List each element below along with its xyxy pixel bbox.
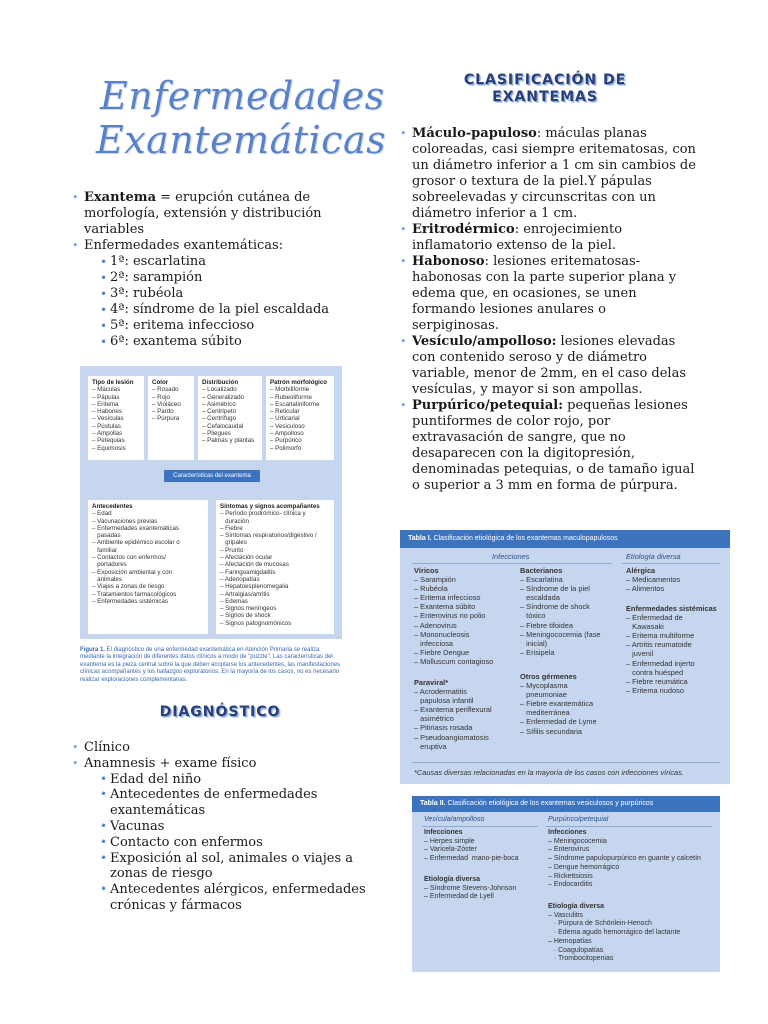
intro-list: [72, 190, 362, 350]
tabla-col-list: [424, 838, 544, 864]
list-line: – Eritema: [92, 400, 119, 408]
list-line: – Síndrome papulopurpúrico en guante y calcetín: [548, 855, 701, 863]
title-line-1: Enfermedades: [100, 74, 385, 118]
tabla-col-list: [626, 613, 730, 695]
list-line: – Rubéola: [414, 584, 448, 594]
fig-box-title: Color: [152, 379, 169, 386]
list-line: – Ampolloso: [270, 430, 304, 438]
clasificacion-term: Purpúrico/petequial:: [412, 398, 564, 413]
tabla-col-list: [520, 681, 620, 736]
list-line: – Acrodermatitis: [414, 687, 467, 697]
fig-box-list: [270, 386, 330, 452]
list-item: • 1ª: escarlatina: [100, 254, 362, 270]
fig-box-list: [152, 386, 190, 422]
tabla-2-sub-vesicula: Vesícula/ampolloso: [424, 816, 485, 823]
list-line: – Enterovirus: [548, 846, 590, 854]
clasificacion-item: [400, 398, 696, 494]
list-line: – Pápulas: [92, 393, 120, 401]
list-item: • Antecedentes alérgicos, enfermedades crónicas y fármacos: [100, 882, 372, 914]
fig-box-title: Síntomas y signos acompañantes: [220, 503, 320, 510]
list-line: – Vasculitis: [548, 911, 583, 919]
clasificacion-heading-line2: EXANTEMAS: [492, 89, 598, 105]
enfermedades-sublist: [84, 254, 362, 350]
fig-center-label: Características del exantema: [164, 470, 260, 482]
list-line: – Vesiculoso: [270, 422, 305, 430]
list-line: – Faringoamigdalitis: [220, 568, 276, 576]
list-line: – Período prodrómico- clínica y: [220, 510, 306, 518]
tabla-2: [412, 796, 720, 972]
list-item: • Edad del niño: [100, 772, 372, 788]
fig-box-antecedentes: [88, 500, 208, 634]
list-line: – Pústulas: [92, 422, 121, 430]
tabla-col-title: Bacterianos: [520, 566, 563, 575]
list-line: – Edad: [92, 510, 112, 518]
list-line: – Vacunaciones previas: [92, 517, 158, 525]
list-line: – Molluscum contagioso: [414, 656, 494, 666]
fig-box-tipo: [88, 376, 144, 460]
list-line: – Hemopatías: [548, 937, 592, 945]
title-line-2: Exantemáticas: [96, 118, 387, 162]
list-line: · Trombocitopenias: [548, 955, 614, 963]
list-line: – Endocarditis: [548, 881, 593, 889]
tabla-col-title: Paraviral*: [414, 678, 449, 687]
list-line: inicial): [520, 638, 548, 648]
tabla-1-sub-etiologia: Etiología diversa: [626, 552, 681, 561]
list-line: eruptiva: [414, 741, 447, 751]
tabla-col-title: Etiología diversa: [424, 876, 481, 883]
list-line: – Rosado: [152, 386, 179, 394]
list-line: · Púrpura de Schönlein-Henoch: [548, 920, 652, 928]
fig-box-sintomas: [216, 500, 334, 634]
tabla-col-list: [520, 575, 620, 657]
clasificacion-item: [400, 254, 696, 334]
list-line: – Erisipela: [520, 647, 555, 657]
tabla-col-title: Enfermedades sistémicas: [626, 604, 717, 613]
list-line: infecciosa: [414, 638, 454, 648]
list-line: asimétrico: [414, 714, 454, 724]
list-line: – Adenopatías: [220, 575, 260, 583]
fig-box-title: Tipo de lesión: [92, 379, 134, 386]
clasificacion-heading-line1: CLASIFICACIÓN DE: [463, 72, 627, 88]
diagnostico-item-label: Anamnesis + exame físico: [84, 755, 257, 771]
tabla-col-title: Etiología diversa: [548, 903, 605, 910]
list-line: – Enfermedades sistémicas: [92, 597, 169, 605]
list-line: – Vesículas: [92, 415, 124, 423]
list-line: – Petequias: [92, 437, 125, 445]
list-line: – Dengue hemorrágico: [548, 863, 620, 871]
clasificacion-term: Eritrodérmico: [412, 222, 515, 237]
clasificacion-term: Habonoso: [412, 254, 485, 269]
list-line: – Síndrome de la piel: [520, 584, 590, 594]
list-line: – Enfermedades exantemáticas: [92, 524, 180, 532]
fig-box-color: [148, 376, 194, 460]
list-item: • Antecedentes de enfermedades exantemáticas: [100, 787, 372, 819]
tabla-title: Clasificación etiológica de los exantemas maculopapulosos: [431, 535, 618, 542]
list-line: – Herpes simple: [424, 837, 475, 845]
list-line: – Artralgias/artritis: [220, 590, 270, 598]
clasificacion-item: [400, 222, 696, 254]
exantema-term: Exantema: [84, 190, 156, 205]
list-line: – Ampollas: [92, 430, 123, 438]
tabla-col-list: [626, 575, 726, 593]
list-line: – Síndrome de shock: [520, 602, 590, 612]
list-line: – Localizado: [202, 386, 237, 394]
tabla-2-pur-etiologia: [548, 903, 718, 964]
list-line: – Meningococemia (fase: [520, 629, 601, 639]
fig-box-list: [202, 386, 258, 444]
list-item: • 2ª: sarampión: [100, 270, 362, 286]
list-line: familiar: [92, 546, 118, 554]
list-line: – Varicela-Zóster: [424, 846, 477, 854]
list-line: – Pardo: [152, 408, 174, 416]
list-line: – Afectación de mucosas: [220, 561, 289, 569]
diagnostico-list: [72, 740, 372, 914]
list-line: – Síndrome Stevens-Johnson: [424, 884, 517, 892]
list-line: – Enfermedad mano-pie-boca: [424, 855, 519, 863]
list-line: pasadas: [92, 532, 121, 540]
list-line: – Hepatoesplenomegalia: [220, 583, 289, 591]
diagnostico-item-anamnesis: [72, 756, 372, 914]
tabla-col-list: [548, 838, 718, 890]
list-line: – Adenovirus: [414, 620, 457, 630]
fig-box-list: [92, 386, 140, 452]
list-line: – Mononucleosis: [414, 629, 470, 639]
list-line: papulosa infantil: [414, 696, 474, 706]
list-item: • 4ª: síndrome de la piel escaldada: [100, 302, 362, 318]
list-line: – Eritema infeccioso: [414, 593, 481, 603]
list-line: · Coagulopatías: [548, 946, 604, 954]
tabla-1-sub-infecciones: Infecciones: [492, 552, 530, 561]
tabla-col-title: Víricos: [414, 566, 439, 575]
list-line: – Enfermedad injerto: [626, 658, 695, 668]
list-line: – Exantema periflexural: [414, 705, 492, 715]
clasificacion-item: [400, 334, 696, 398]
list-line: – Centrífugo: [202, 415, 237, 423]
list-line: – Púrpura: [152, 415, 180, 423]
tabla-col-list: [424, 885, 544, 902]
list-line: – Medicamentos: [626, 575, 681, 585]
tabla-1-viricos: [414, 566, 514, 666]
list-line: – Meningococemia: [548, 837, 607, 845]
list-line: escaldada: [520, 593, 560, 603]
list-line: – Ambiente epidémico escolar o: [92, 539, 180, 547]
anamnesis-sublist: [84, 772, 372, 914]
list-line: – Enterovirus no polio: [414, 611, 486, 621]
fig-box-distribucion: [198, 376, 262, 460]
list-line: – Rickettsiosis: [548, 872, 593, 880]
clasificacion-text: : máculas planas coloreadas, casi siempre eritematosas, con un diámetro inferior a 1 cm sin cambios de grosor o textura de la piel.Y pápulas sobreelevadas y circunscritas con un diámetro inferior a 1 cm.: [412, 126, 696, 221]
list-line: portadores: [92, 561, 127, 569]
list-line: – Asimétrico: [202, 400, 236, 408]
list-item: • Contacto con enfermos: [100, 835, 372, 851]
list-item: • Exposición al sol, animales o viajes a zonas de riesgo: [100, 851, 372, 883]
enfermedades-item: [72, 238, 362, 350]
fig-box-title: Antecedentes: [92, 503, 133, 510]
list-line: – Escarlatina: [520, 575, 563, 585]
list-line: – Urticarial: [270, 415, 300, 423]
list-line: – Morbiliforme: [270, 386, 310, 394]
list-item: • 3ª: rubéola: [100, 286, 362, 302]
list-line: – Polimorfo: [270, 444, 302, 452]
list-line: – Eritema nudoso: [626, 685, 684, 695]
exantema-definition: [72, 190, 362, 238]
list-item: • 5ª: eritema infeccioso: [100, 318, 362, 334]
list-line: · Edema agudo hemorrágico del lactante: [548, 929, 681, 937]
list-line: – Enfermedad de: [626, 613, 683, 623]
list-line: – Sífilis secundaria: [520, 726, 583, 736]
list-item: • Vacunas: [100, 819, 372, 835]
list-line: – Fiebre Dengue: [414, 647, 470, 657]
clasificacion-term: Máculo-papuloso: [412, 126, 537, 141]
clasificacion-term: Vesículo/ampolloso:: [412, 334, 557, 349]
tabla-col-list: [414, 575, 514, 666]
list-line: – Palmas y plantas: [202, 437, 255, 445]
list-line: – Pseudoangiomatosis: [414, 732, 489, 742]
list-line: – Reticular: [270, 408, 300, 416]
list-line: – Exantema súbito: [414, 602, 476, 612]
list-line: – Rubeoliforme: [270, 393, 312, 401]
list-line: Kawasaki: [626, 622, 664, 632]
clasificacion-text: : enrojecimiento inflamatorio extenso de la piel.: [412, 222, 623, 253]
fig-box-list: [220, 510, 330, 627]
list-line: – Contactos con enfermos/: [92, 554, 166, 562]
list-line: pneumoniae: [520, 690, 567, 700]
list-line: – Equimosis: [92, 444, 126, 452]
fig-box-title: Distribución: [202, 379, 239, 386]
caption-text: El diagnóstico de una enfermedad exantemática en Atención Primaria se realiza mediante la integración de diferentes datos clínicos a modo de "puzzle". Las características del exantema es la pieza central sobre la que deben acoplarse los antecedentes, las manifestaciones clínicas acompañantes y los hallazgos exploratorios. En la mayoría de los casos, no es necesario realizar exploraciones complementarias.: [80, 647, 341, 683]
list-line: – Eritema multiforme: [626, 631, 695, 641]
list-line: – Fiebre: [220, 524, 243, 532]
clasificacion-list: [400, 126, 696, 494]
tabla-col-list: [414, 687, 514, 751]
list-line: – Afectación ocular: [220, 554, 273, 562]
list-line: – Generalizado: [202, 393, 244, 401]
list-line: – Enfermedad de Lyell: [424, 893, 494, 901]
tabla-1-footnote: *Causas diversas relacionadas en la mayoría de los casos con infecciones víricas.: [414, 768, 684, 777]
tabla-2-pur-infecciones: [548, 829, 718, 890]
tabla-1-paraviral: [414, 678, 514, 751]
list-line: animales: [92, 575, 122, 583]
divider: [412, 563, 612, 564]
clasificacion-text: : lesiones eritematosas-habonosas con la parte superior plana y edema que, en ocasiones, se unen formando lesiones anulares o serpiginosas.: [412, 254, 677, 333]
list-line: mediterránea: [520, 708, 570, 718]
list-line: juvenil: [626, 649, 654, 659]
list-line: – Habones: [92, 408, 122, 416]
list-line: – Rojo: [152, 393, 170, 401]
list-line: – Centrípeto: [202, 408, 237, 416]
list-line: contra huésped: [626, 667, 684, 677]
list-line: – Pliegues: [202, 430, 231, 438]
tabla-1-otros: [520, 672, 620, 736]
page-title: [96, 74, 387, 162]
list-item: • 6ª: exantema súbito: [100, 334, 362, 350]
list-line: – Signos patognomónicos: [220, 619, 292, 627]
tabla-title: Clasificación etiológica de los exantemas vesiculosos y purpúricos: [445, 800, 654, 807]
fig-box-list: [92, 510, 204, 605]
list-line: – Viajes a zonas de riesgo: [92, 583, 165, 591]
list-line: – Enfermedad de Lyme: [520, 717, 597, 727]
list-line: – Cefalocaudal: [202, 422, 244, 430]
tabla-2-ves-etiologia: [424, 876, 544, 902]
tabla-col-title: Otros gérmenes: [520, 672, 577, 681]
list-line: – Artritis reumatoide: [626, 640, 692, 650]
tabla-label: Tabla II.: [420, 800, 446, 807]
tabla-1-sistemicas: [626, 604, 730, 695]
list-line: – Fiebre tifoidea: [520, 620, 573, 630]
tabla-1-header: [400, 530, 730, 548]
list-line: – Alimentos: [626, 584, 665, 594]
tabla-col-title: Alérgica: [626, 566, 656, 575]
clasificacion-heading: [420, 72, 670, 106]
tabla-1: [400, 530, 730, 784]
list-line: duración: [220, 517, 249, 525]
list-line: – Exposición ambiental y con: [92, 568, 173, 576]
clasificacion-text: pequeñas lesiones puntiformes de color rojo, por extravasación de sangre, que no desaparecen con la digitopresión, denominadas petequias, o de tamaño igual o superior a 3 mm en forma de púrpura.: [412, 398, 695, 493]
list-line: – Mycoplasma: [520, 681, 568, 691]
list-line: gripales: [220, 539, 247, 547]
list-line: – Escarlatiniforme: [270, 400, 320, 408]
tabla-2-header: [412, 796, 720, 812]
caption-label: Figura 1.: [80, 647, 106, 653]
figure-1: [80, 366, 342, 639]
fig-box-title: Patrón morfológico: [270, 379, 328, 386]
list-line: – Signos meníngeos: [220, 605, 277, 613]
list-line: – Tratamientos farmacológicos: [92, 590, 177, 598]
tabla-2-ves-infecciones: [424, 829, 544, 864]
list-line: – Violáceo: [152, 400, 181, 408]
tabla-label: Tabla I.: [408, 535, 432, 542]
list-line: – Signos de shock: [220, 612, 271, 620]
figure-caption: [80, 647, 344, 684]
tabla-col-title: Infecciones: [548, 829, 587, 836]
tabla-col-list: [548, 912, 718, 964]
list-line: – Máculas: [92, 386, 121, 394]
list-line: – Prurito: [220, 546, 244, 554]
list-line: – Pitiriasis rosada: [414, 723, 473, 733]
list-line: – Purpúrico: [270, 437, 302, 445]
list-line: – Sarampión: [414, 575, 456, 585]
divider: [546, 826, 712, 827]
fig-box-patron: [266, 376, 334, 460]
diagnostico-item-clinico: • Clínico: [72, 740, 372, 756]
clasificacion-text: lesiones elevadas con contenido seroso y de diámetro variable, menor de 2mm, en el caso delas vesículas, y mayor si son ampollas.: [412, 334, 686, 397]
list-line: – Fiebre reumática: [626, 676, 688, 686]
list-line: – Edemas: [220, 597, 248, 605]
list-line: – Fiebre exantemática: [520, 699, 594, 709]
tabla-2-sub-purpurico: Purpúrico/petequial: [548, 816, 609, 823]
diagnostico-heading: DIAGNÓSTICO: [159, 704, 281, 720]
list-line: tóxico: [520, 611, 546, 621]
tabla-1-alergica: [626, 566, 726, 593]
divider: [622, 563, 720, 564]
enfermedades-label: Enfermedades exantemáticas:: [84, 238, 284, 253]
tabla-col-title: Infecciones: [424, 829, 463, 836]
tabla-1-bacterianos: [520, 566, 620, 657]
divider: [422, 826, 538, 827]
divider: [412, 762, 720, 763]
clasificacion-item: [400, 126, 696, 222]
exantema-text: = erupción cutánea de morfología, extensión y distribución variables: [84, 190, 322, 237]
list-line: – Síntomas respiratorios/digestivo /: [220, 532, 317, 540]
